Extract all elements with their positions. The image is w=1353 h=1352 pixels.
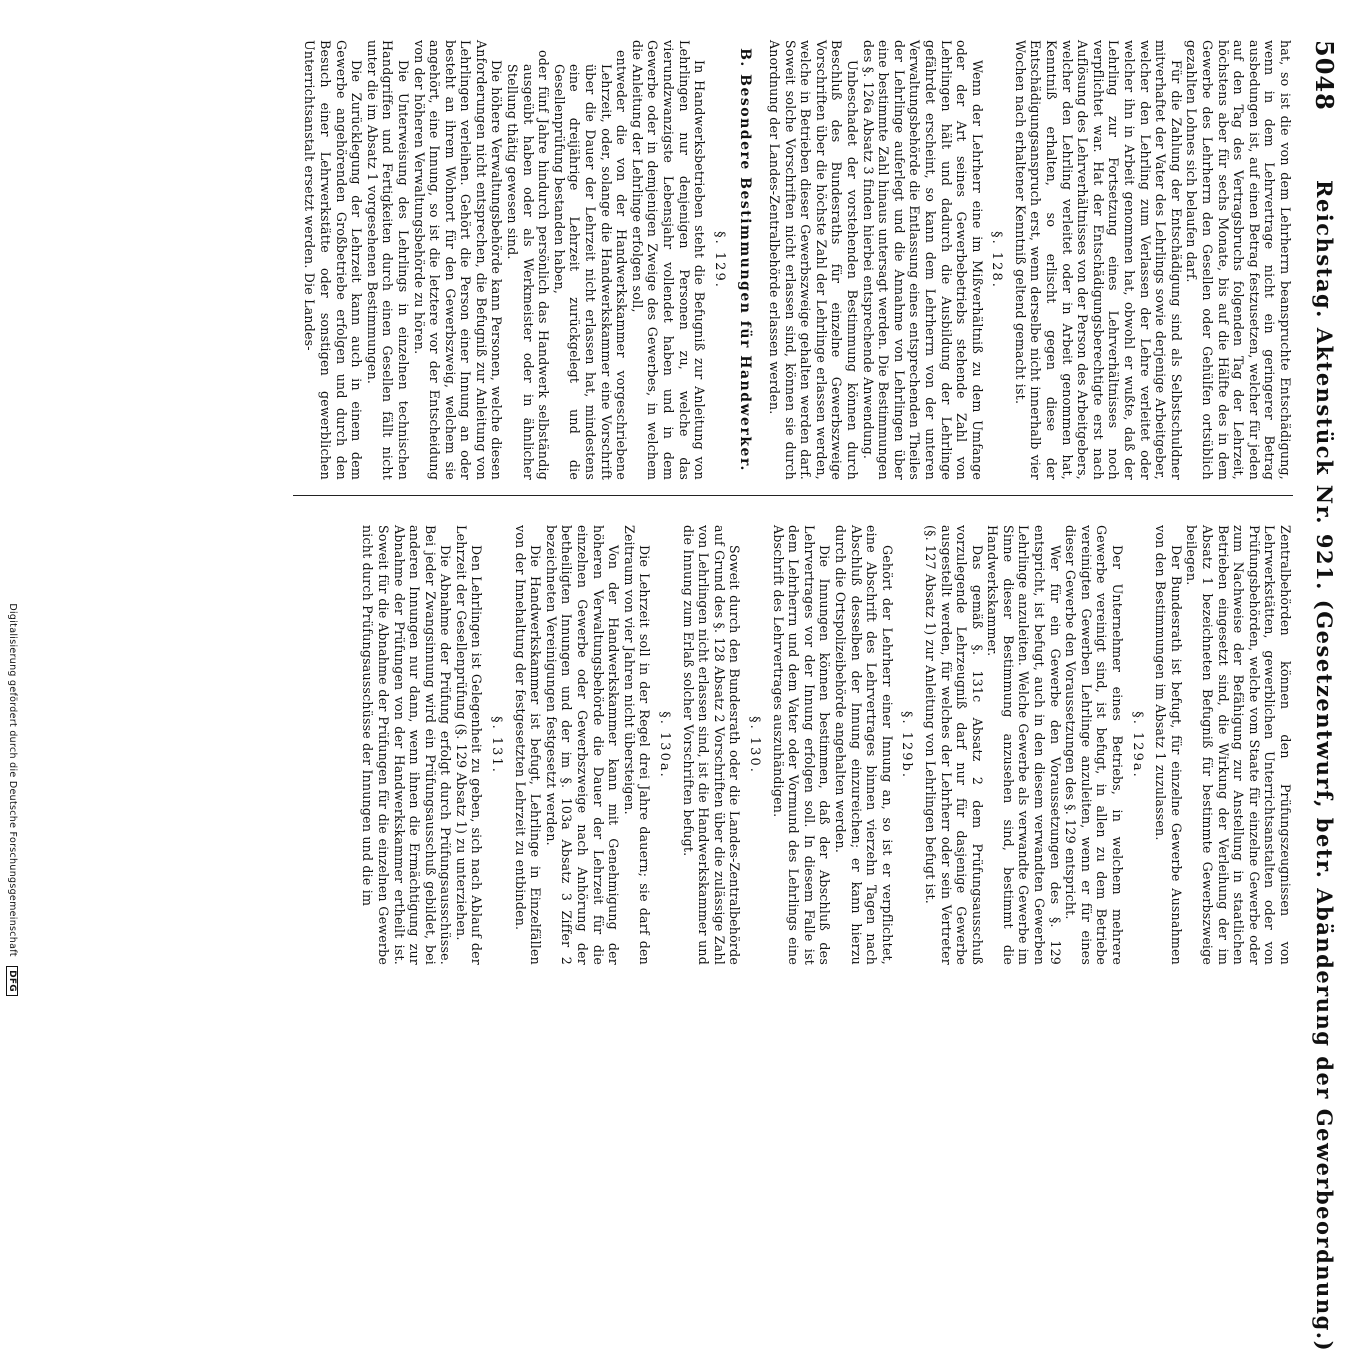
paragraph: Die Unterweisung des Lehrlings in einzelnen technischen Handgriffen und Fertigkeiten durch einen Gesellen fällt nicht unter die im Absatz 1 vorgesehenen Bestimmungen. — [364, 40, 411, 480]
paragraph: In Handwerksbetrieben steht die Befugniß zur Anleitung von Lehrlingen nur denjenigen Personen zu, welche das vierundzwanzigste Lebensjahr vollendet haben und in dem Gewerbe oder in demjenigen Zweige des Gewerbes, in welchem die Anleitung der Lehrlinge erfolgen soll, — [629, 40, 708, 480]
paragraph: Der Unternehmer eines Betriebs, in welchem mehrere Gewerbe vereinigt sind, ist befugt, in allen zu dem Betriebe vereinigten Gewerben Lehrlinge anzuleiten, wenn er für eines dieser Gewerbe den Voraussetzungen des §. 129 entspricht. — [1063, 525, 1126, 965]
page-number: 5048 — [1310, 40, 1339, 111]
paragraph: Den Lehrlingen ist Gelegenheit zu geben, sich nach Ablauf der Lehrzeit der Gesellenprüfung (§. 129 Absatz 1) zu unterziehen. — [453, 525, 485, 965]
section-number: §. 129a. — [1129, 711, 1145, 779]
paragraph: Gehört der Lehrherr einer Innung an, so ist er verpflichtet, eine Abschrift des Lehrvertrages binnen vierzehn Tagen nach Abschluß desselben der Innung einzureichen; er kann hierzu durch die Ortspolizeibehörde angehalten werden. — [832, 525, 895, 965]
paragraph: Zentralbehörden können den Prüfungszeugnissen von Lehrwerkstätten, gewerblichen Unterrichtsanstalten oder von Prüfungsbehörden, welche vom Staate für einzelne Gewerbe oder zum Nachweise der Befähigung zur Anstellung in staatlichen Betrieben eingesetzt sind, die Wirkung der Verleihung der im Absatz 1 bezeichneten Befugniß für bestimmte Gewerbszweige beilegen. — [1184, 525, 1293, 965]
list-item: entweder die von der Handwerkskammer vorgeschriebene Lehrzeit, oder, solange die Handwerkskammer eine Vorschrift über die Dauer der Lehrzeit nicht erlassen hat, mindestens eine dreijährige Lehrzeit zurückgelegt und die Gesellenprüfung bestanden haben, — [551, 50, 630, 480]
section-number: §. 130a. — [657, 711, 673, 779]
section-number: §. 129. — [711, 231, 727, 289]
paragraph: Für die Zahlung der Entschädigung sind als Selbstschuldner mitverhaftet der Vater des Lehrlings sowie derjenige Arbeitgeber, welcher den Lehrling zum Verlassen der Lehre verleitet oder welcher ihn in Arbeit genommen hat, obwohl er wußte, daß der Lehrling zur Fortsetzung eines Lehrverhältnisses noch verpflichtet war. Hat der Entschädigungsberechtigte erst nach Auflösung des Lehrverhältnisses von der Person des Arbeitgebers, welcher den Lehrling verleitet oder in Arbeit genommen hat, Kenntniß erhalten, so erlischt gegen diese der Entschädigungsanspruch erst, wenn derselbe nicht innerhalb vier Wochen nach erhaltener Kenntniß geltend gemacht ist. — [1012, 40, 1184, 480]
paragraph: Wenn der Lehrherr eine im Mißverhältniß zu dem Umfange oder der Art seines Gewerbebetriebs stehende Zahl von Lehrlingen hält und dadurch die Ausbildung der Lehrlinge gefährdet erscheint, so kann dem Lehrherrn von der unteren Verwaltungsbehörde die Entlassung eines entsprechenden Theiles der Lehrlinge auferlegt und die Annahme von Lehrlingen über eine bestimmte Zahl hinaus untersagt werden. Die Bestimmungen des §. 126a Absatz 3 finden hierbei entsprechende Anwendung. — [860, 40, 985, 480]
paragraph: Die Innungen können bestimmen, daß der Abschluß des Lehrvertrages vor der Innung erfolgen soll. In diesem Falle ist dem Lehrherrn und dem Vater oder Vormund des Lehrlings eine Abschrift des Lehrvertrages auszuhändigen. — [770, 525, 833, 965]
paragraph: Die Abnahme der Prüfung erfolgt durch Prüfungsausschüsse. Bei jeder Zwangsinnung wird ein Prüfungsausschuß gebildet, bei anderen Innungen nur dann, wenn ihnen die Ermächtigung zur Abnahme der Prüfungen von der Handwerkskammer ertheilt ist. Soweit für die Abnahme der Prüfungen für die einzelnen Gewerbe nicht durch Prüfungsausschüsse der Innungen und die im — [360, 525, 454, 965]
running-head: Reichstag. Aktenstück Nr. 921. (Gesetzentwurf, betr. Abänderung der Gewerbeordnung.) — [1312, 180, 1337, 1352]
left-column — [302, 40, 1293, 480]
paragraph: Von der Handwerkskammer kann mit Genehmigung der höheren Verwaltungsbehörde die Dauer der Lehrzeit für die einzelnen Gewerbe oder Gewerbszweige nach Anhörung der betheiligten Innungen und der im §. 103a Absatz 3 Ziffer 2 bezeichneten Vereinigungen festgesetzt werden. — [543, 525, 622, 965]
section-number: §. 130. — [747, 716, 762, 774]
credit-text: Digitalisierung gefördert durch die Deutsche Forschungsgemeinschaft — [7, 603, 18, 957]
paragraph: Die Zurücklegung der Lehrzeit kann auch in einem dem Gewerbe angehörenden Großbetriebe erfolgen und durch den Besuch einer Lehrwerkstätte oder sonstigen gewerblichen Unterrichtsanstalt ersetzt werden. Die Landes- — [302, 40, 365, 480]
section-number: §. 128. — [989, 231, 1005, 289]
right-column — [360, 525, 1293, 965]
page-header — [1305, 40, 1339, 1352]
section-number: §. 129b. — [899, 710, 915, 780]
paragraph: Wer für ein Gewerbe den Voraussetzungen des §. 129 entspricht, ist befugt, auch in den diesem verwandten Gewerben Lehrlinge anzuleiten. Welche Gewerbe als verwandte Gewerbe im Sinne dieser Bestimmung anzusehen sind, bestimmt die Handwerkskammer. — [985, 525, 1063, 965]
paragraph: Der Bundesrath ist befugt, für einzelne Gewerbe Ausnahmen von den Bestimmungen im Absatz 1 zuzulassen. — [1153, 525, 1184, 965]
paragraph: Die Lehrzeit soll in der Regel drei Jahre dauern; sie darf den Zeitraum von vier Jahren nicht übersteigen. — [621, 525, 653, 965]
column-divider — [293, 495, 1293, 496]
paragraph: Soweit durch den Bundesrath oder die Landes-Zentralbehörde auf Grund des §. 128 Absatz 2 Vorschriften über die zulässige Zahl von Lehrlingen nicht erlassen sind, ist die Handwerkskammer und die Innung zum Erlaß solcher Vorschriften befugt. — [680, 525, 743, 965]
paragraph: Die Handwerkskammer ist befugt, Lehrlinge in Einzelfällen von der Innehaltung der festgesetzten Lehrzeit zu entbinden. — [512, 525, 544, 965]
section-number: §. 131. — [489, 716, 505, 774]
paragraph: Unbeschadet der vorstehenden Bestimmung können durch Beschluß des Bundesraths für einzelne Gewerbszweige Vorschriften über die höchste Zahl der Lehrlinge erlassen werden, welche in Betrieben dieser Gewerbszweige gehalten werden darf. Soweit solche Vorschriften nicht erlassen sind, können sie durch Anordnung der Landes-Zentralbehörde erlassen werden. — [767, 40, 860, 480]
paragraph: hat, so ist die von dem Lehrherrn beanspruchte Entschädigung, wenn in dem Lehrvertrage nicht ein geringerer Betrag ausbedungen ist, auf einen Betrag festzusetzen, welcher für jeden auf den Tag des Vertragsbruchs folgenden Tag der Lehrzeit, höchstens aber für sechs Monate, bis auf die Hälfte des in dem Gewerbe des Lehrherrn den Gesellen oder Gehülfen ortsüblich gezahlten Lohnes sich belaufen darf. — [1184, 40, 1293, 480]
dfg-logo: DFG — [6, 966, 18, 996]
digitization-credit — [6, 0, 18, 1000]
list-item: oder fünf Jahre hindurch persönlich das Handwerk selbständig ausgeübt haben oder als Werkmeister oder in ähnlicher Stellung thätig gewesen sind. — [505, 50, 552, 480]
paragraph: Die höhere Verwaltungsbehörde kann Personen, welche diesen Anforderungen nicht entsprechen, die Befugniß zur Anleitung von Lehrlingen verleihen. Gehört die Person einer Innung an oder besteht an ihrem Wohnort für den Gewerbszweig, welchem sie angehört, eine Innung, so ist die letztere vor der Entscheidung von der höheren Verwaltungsbehörde zu hören. — [411, 40, 505, 480]
paragraph: Das gemäß §. 131c Absatz 2 dem Prüfungsausschuß vorzulegende Lehrzeugniß darf nur für dasjenige Gewerbe ausgestellt werden, für welches der Lehrherr oder sein Vertreter (§. 127 Absatz 1) zur Anleitung von Lehrlingen befugt ist. — [922, 525, 985, 965]
section-heading: B. Besondere Bestimmungen für Handwerker. — [737, 48, 754, 472]
